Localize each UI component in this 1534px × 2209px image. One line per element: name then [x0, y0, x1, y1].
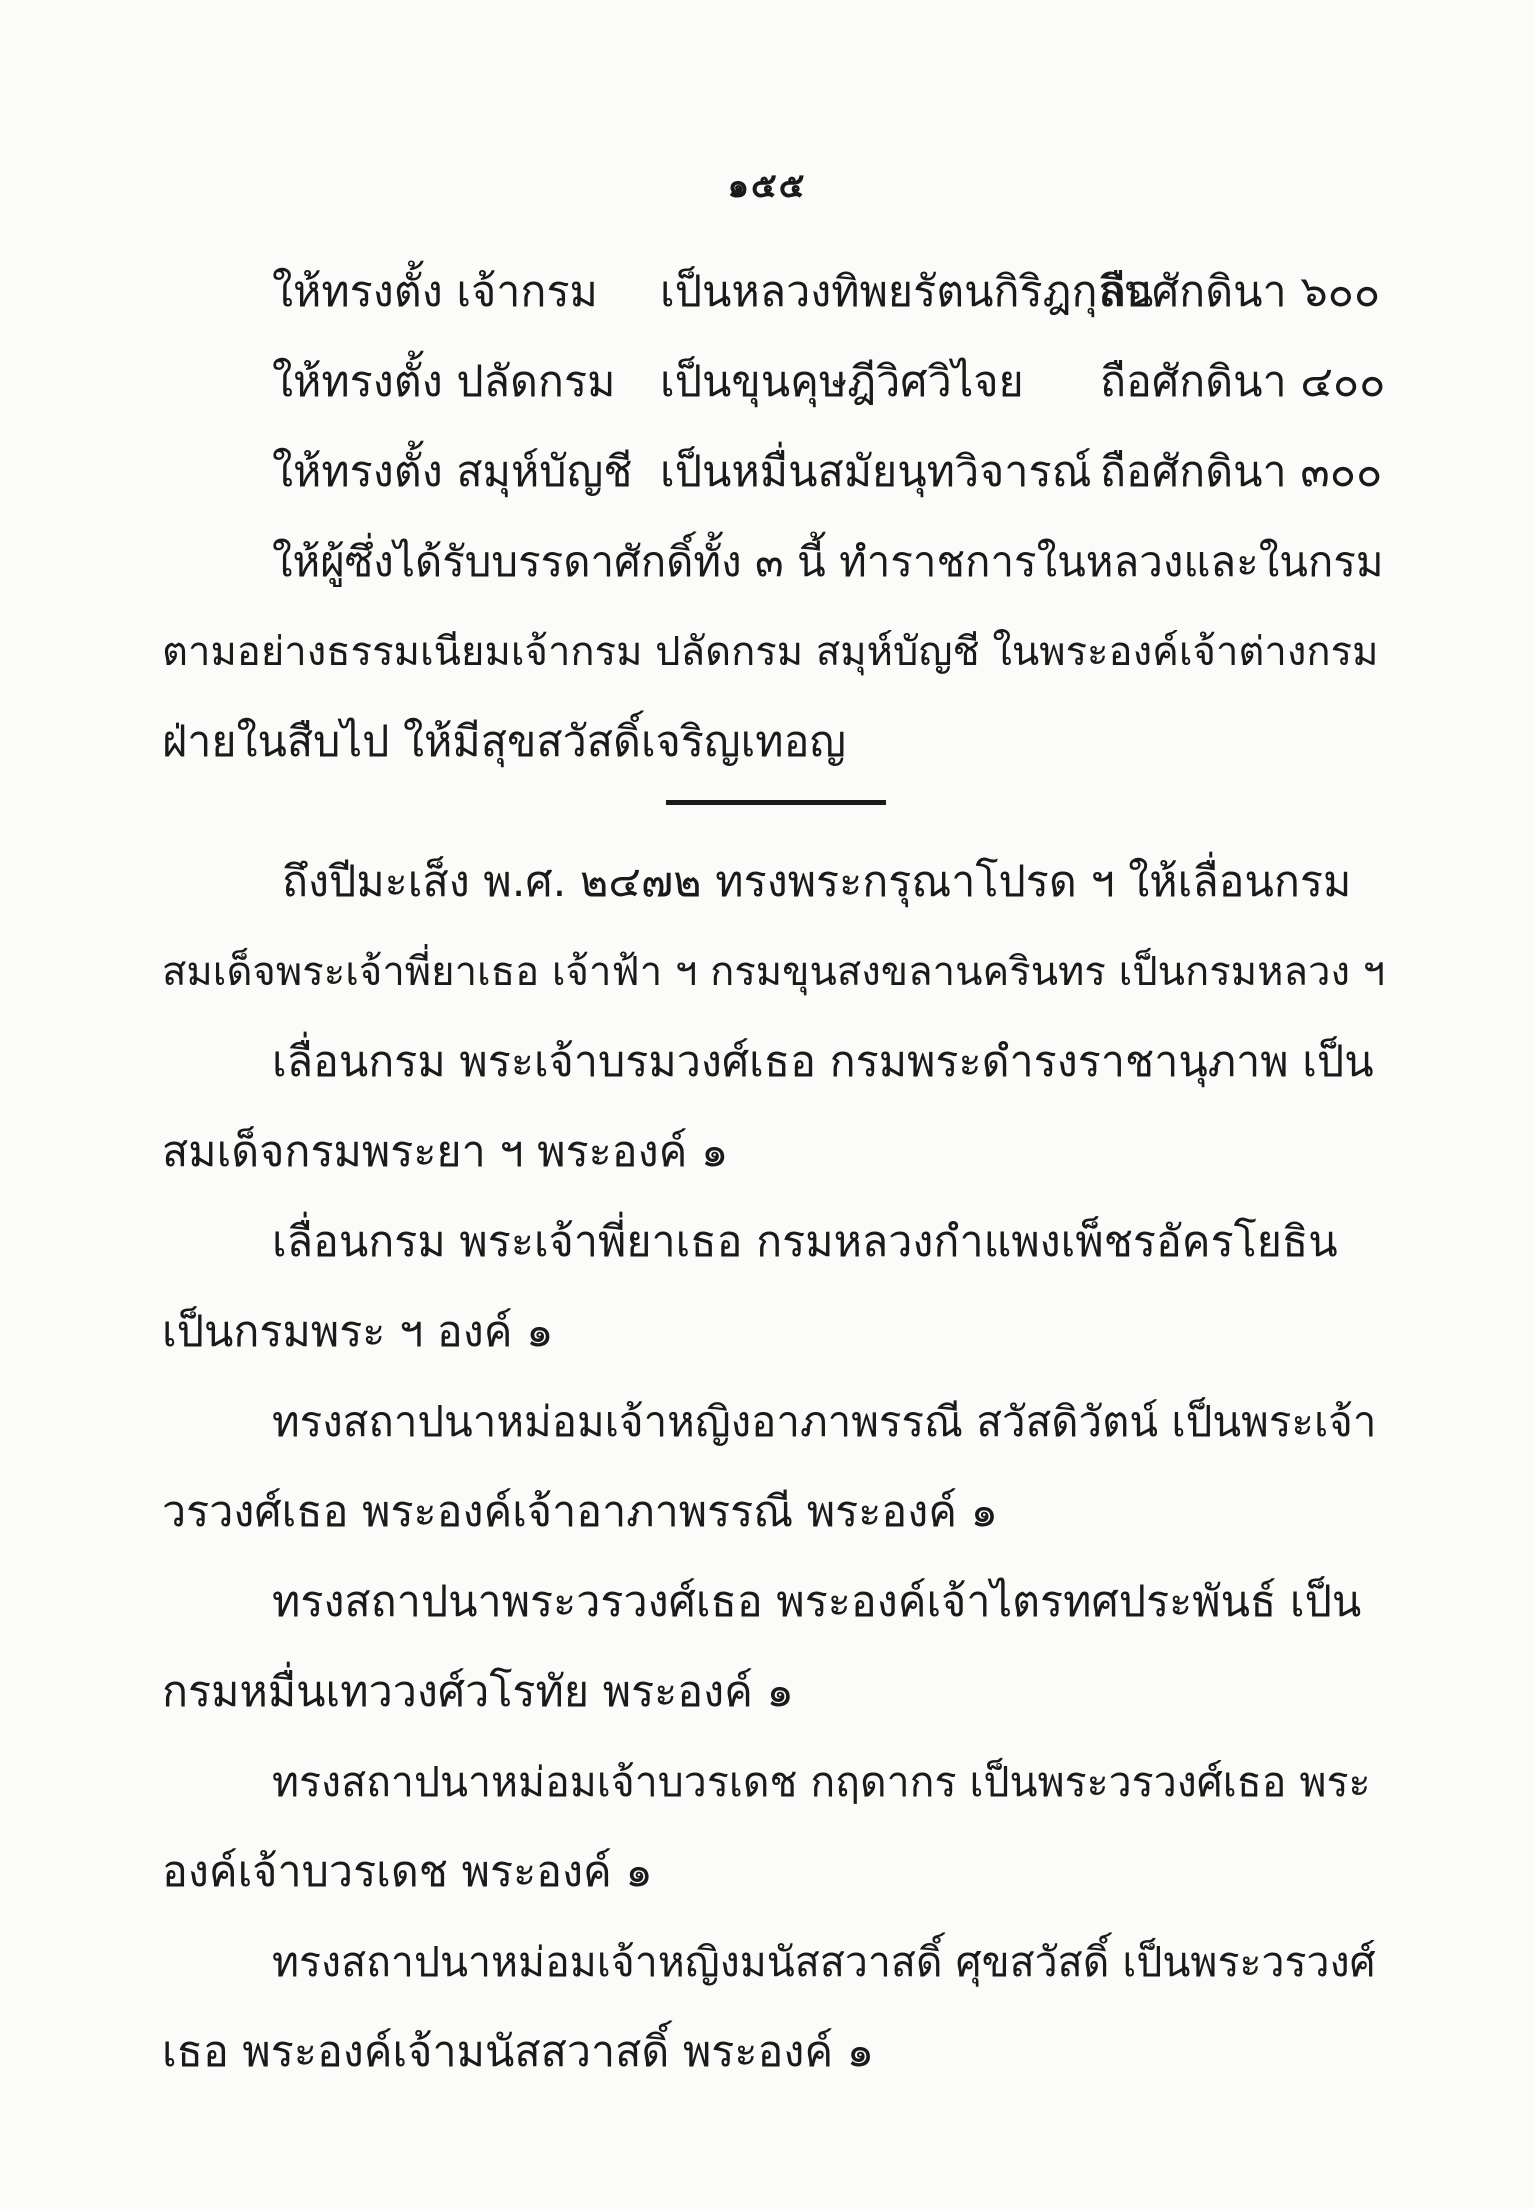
decree-line-3-rank: เป็นหมื่นสมัยนุทวิจารณ์ — [660, 447, 1092, 497]
announcement-line-11: ทรงสถาปนาหม่อมเจ้าบวรเดช กฤดากร เป็นพระวรวงศ์เธอ พระ — [272, 1758, 1371, 1806]
announcement-line-8: วรวงศ์เธอ พระองค์เจ้าอาภาพรรณี พระองค์ ๑ — [162, 1487, 998, 1537]
section-divider — [666, 800, 886, 805]
announcement-line-4: สมเด็จกรมพระยา ฯ พระองค์ ๑ — [162, 1127, 729, 1177]
decree-line-2-title: ให้ทรงตั้ง ปลัดกรม — [272, 357, 616, 407]
announcement-line-9: ทรงสถาปนาพระวรวงศ์เธอ พระองค์เจ้าไตรทศประพันธ์ เป็น — [272, 1577, 1362, 1627]
announcement-line-7: ทรงสถาปนาหม่อมเจ้าหญิงอาภาพรรณี สวัสดิวัตน์ เป็นพระเจ้า — [272, 1397, 1377, 1446]
announcement-line-6: เป็นกรมพระ ฯ องค์ ๑ — [162, 1307, 554, 1357]
decree-paragraph-line-2: ตามอย่างธรรมเนียมเจ้ากรม ปลัดกรม สมุห์บัญชี ในพระองค์เจ้าต่างกรม — [162, 629, 1379, 675]
decree-line-2 — [272, 352, 1385, 412]
announcement-line-3: เลื่อนกรม พระเจ้าบรมวงศ์เธอ กรมพระดำรงราชานุภาพ เป็น — [272, 1037, 1374, 1087]
decree-line-3-title: ให้ทรงตั้ง สมุห์บัญชี — [272, 447, 633, 497]
announcement-line-13: ทรงสถาปนาหม่อมเจ้าหญิงมนัสสวาสดิ์ ศุขสวัสดิ์ เป็นพระวรวงศ์ — [272, 1938, 1376, 1986]
announcement-line-1: ถึงปีมะเส็ง พ.ศ. ๒๔๗๒ ทรงพระกรุณาโปรด ฯ ให้เลื่อนกรม — [282, 857, 1352, 907]
decree-line-1-title: ให้ทรงตั้ง เจ้ากรม — [272, 267, 598, 317]
decree-line-1-rank: เป็นหลวงทิพยรัตนกิริฎกุลิน — [660, 267, 1154, 317]
decree-line-2-sakdina: ถือศักดินา ๔๐๐ — [1100, 357, 1386, 407]
decree-paragraph-line-1: ให้ผู้ซึ่งได้รับบรรดาศักดิ์ทั้ง ๓ นี้ ทำราชการในหลวงและในกรม — [272, 537, 1384, 586]
decree-line-3-sakdina: ถือศักดินา ๓๐๐ — [1100, 447, 1383, 497]
page-number: ๑๕๕ — [727, 166, 807, 206]
announcement-line-2: สมเด็จพระเจ้าพี่ยาเธอ เจ้าฟ้า ฯ กรมขุนสงขลานครินทร เป็นกรมหลวง ฯ — [162, 949, 1386, 995]
decree-line-1-sakdina: ถือศักดินา ๖๐๐ — [1100, 267, 1381, 317]
decree-paragraph-line-3: ฝ่ายในสืบไป ให้มีสุขสวัสดิ์เจริญเทอญ — [162, 717, 847, 767]
decree-line-3 — [272, 442, 1382, 502]
decree-line-1 — [272, 262, 1380, 322]
decree-line-2-rank: เป็นขุนคุษฎีวิศวิไจย — [660, 357, 1024, 407]
announcement-line-5: เลื่อนกรม พระเจ้าพี่ยาเธอ กรมหลวงกำแพงเพ็ชรอัครโยธิน — [272, 1217, 1338, 1267]
announcement-line-10: กรมหมื่นเทววงศ์วโรทัย พระองค์ ๑ — [162, 1667, 794, 1717]
announcement-line-14: เธอ พระองค์เจ้ามนัสสวาสดิ์ พระองค์ ๑ — [162, 2027, 875, 2077]
announcement-line-12: องค์เจ้าบวรเดช พระองค์ ๑ — [162, 1847, 653, 1897]
